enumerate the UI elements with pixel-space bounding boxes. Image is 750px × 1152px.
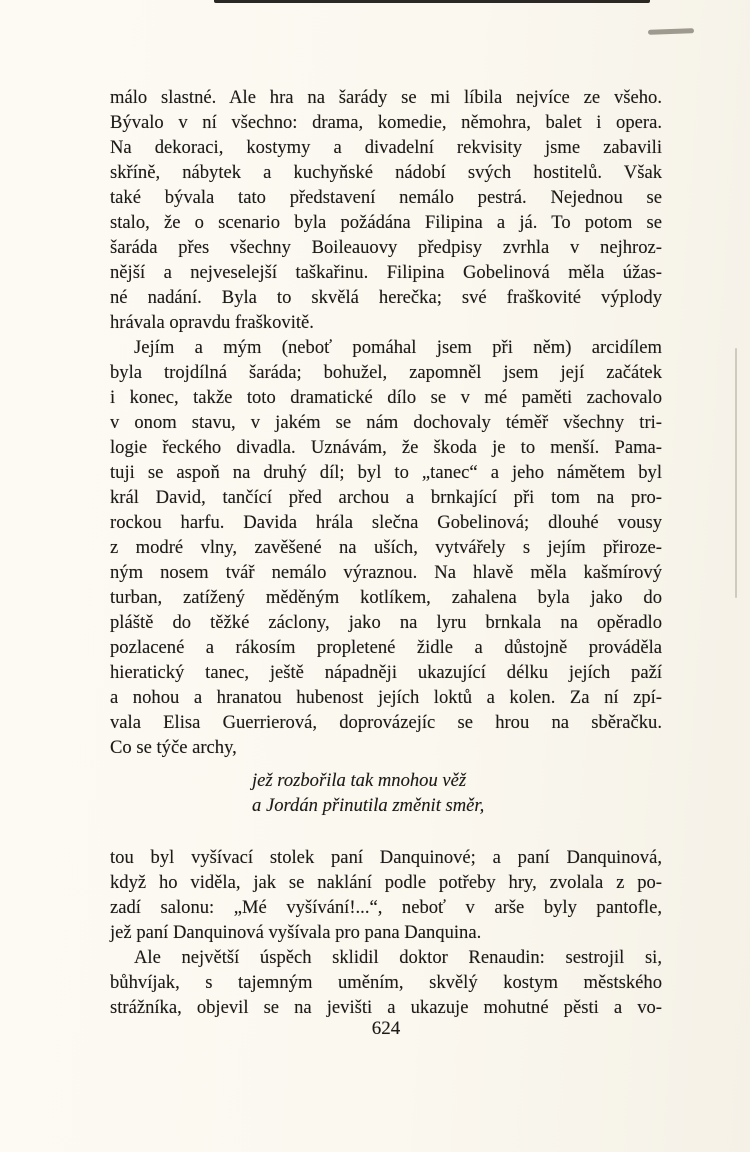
- text-line: stalo, že o scenario byla požádána Filipina a já. To potom se: [110, 212, 662, 233]
- text-line: logie řeckého divadla. Uznávám, že škoda je to menší. Pama-: [110, 437, 662, 458]
- text-line: vala Elisa Guerrierová, doprovázejíc se hrou na sběračku.: [110, 712, 662, 733]
- text-line: šaráda přes všechny Boileauovy předpisy zvrhla v nejhroz-: [110, 237, 662, 258]
- paragraph: [110, 945, 662, 1020]
- text-line: když ho viděla, jak se naklání podle potřeby hry, zvolala z po-: [110, 872, 662, 893]
- scan-artifact-right-edge: [735, 348, 737, 598]
- text-line: Bývalo v ní všechno: drama, komedie, němohra, balet i opera.: [110, 112, 662, 133]
- text-line: a nohou a hranatou hubenost jejích loktů a kolen. Za ní zpí-: [110, 687, 662, 708]
- text-line: turban, zatížený měděným kotlíkem, zahalena byla jako do: [110, 587, 662, 608]
- paragraph: [110, 845, 662, 945]
- paragraph: [110, 85, 662, 335]
- text-line: byla trojdílná šaráda; bohužel, zapomněl jsem její začátek: [110, 362, 662, 383]
- text-line: ným nosem tvář nemálo výraznou. Na hlavě měla kašmírový: [110, 562, 662, 583]
- text-line: bůhvíjak, s tajemným uměním, skvělý kostym městského: [110, 972, 662, 993]
- text-line: hieratický tanec, ještě nápadněji ukazující délku jejích paží: [110, 662, 662, 683]
- page-text: [110, 85, 662, 1020]
- verse-line: jež rozbořila tak mnohou věž: [252, 770, 467, 791]
- verse-line: a Jordán přinutila změnit směr,: [252, 795, 485, 816]
- scan-artifact-top-edge: [214, 0, 650, 3]
- text-line: jež paní Danquinová vyšívala pro pana Danquina.: [110, 922, 482, 943]
- text-line: zadí salonu: „Mé vyšívání!...“, neboť v arše byly pantofle,: [110, 897, 662, 918]
- text-line: Co se týče archy,: [110, 737, 237, 758]
- text-line: nější a nejveselejší taškařinu. Filipina Gobelinová měla úžas-: [110, 262, 662, 283]
- text-line: hrávala opravdu fraškovitě.: [110, 312, 314, 333]
- text-line: skříně, nábytek a kuchyňské nádobí svých hostitelů. Však: [110, 162, 662, 183]
- paragraph: [110, 335, 662, 760]
- text-line: tou byl vyšívací stolek paní Danquinové; a paní Danquinová,: [110, 847, 662, 868]
- text-line: málo slastné. Ale hra na šarády se mi líbila nejvíce ze všeho.: [110, 87, 662, 108]
- scan-artifact-smudge: [648, 28, 694, 35]
- text-line: pozlacené a rákosím propletené židle a důstojně prováděla: [110, 637, 662, 658]
- text-line: král David, tančící před archou a brnkající při tom na pro-: [110, 487, 662, 508]
- verse-quote: [252, 768, 662, 818]
- text-line: v onom stavu, v jakém se nám dochovaly téměř všechny tri-: [110, 412, 662, 433]
- text-line: i konec, takže toto dramatické dílo se v mé paměti zachovalo: [110, 387, 662, 408]
- text-line: Na dekoraci, kostymy a divadelní rekvisity jsme zabavili: [110, 137, 662, 158]
- text-line: strážníka, objevil se na jevišti a ukazuje mohutné pěsti a vo-: [110, 997, 662, 1018]
- page-number: 624: [371, 1018, 401, 1039]
- text-line: pláště do těžké záclony, jako na lyru brnkala na opěradlo: [110, 612, 662, 633]
- text-line: né nadání. Byla to skvělá herečka; své fraškovité výplody: [110, 287, 662, 308]
- text-line: Jejím a mým (neboť pomáhal jsem při něm) arcidílem: [134, 337, 662, 358]
- text-line: tuji se aspoň na druhý díl; byl to „tanec“ a jeho námětem byl: [110, 462, 662, 483]
- text-line: z modré vlny, zavěšené na uších, vytvářely s jejím přiroze-: [110, 537, 662, 558]
- text-line: Ale největší úspěch sklidil doktor Renaudin: sestrojil si,: [134, 947, 662, 968]
- text-line: také bývala tato představení nemálo pestrá. Nejednou se: [110, 187, 662, 208]
- text-line: rockou harfu. Davida hrála slečna Gobelinová; dlouhé vousy: [110, 512, 662, 533]
